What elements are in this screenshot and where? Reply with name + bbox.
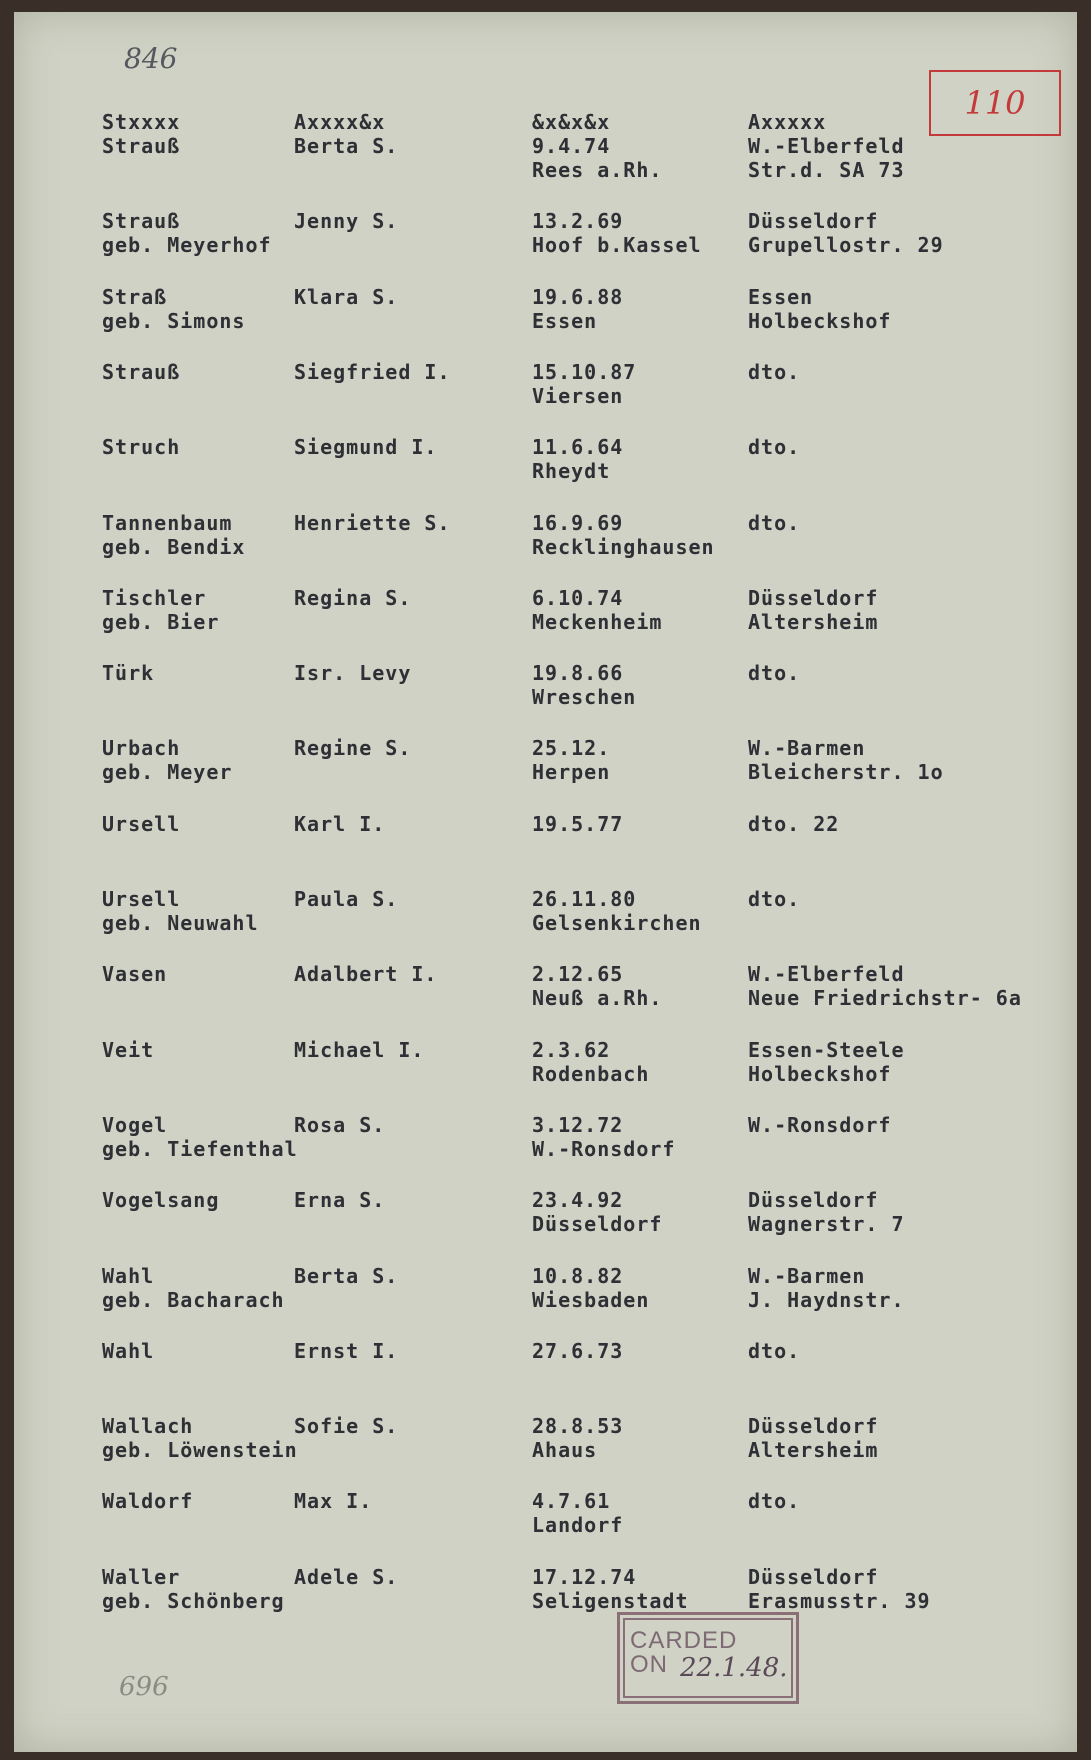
entry-l1-col-4: Düsseldorf [748, 1565, 879, 1589]
entry-l2-col-1: geb. Tiefenthal [102, 1137, 298, 1161]
entry-row [14, 736, 1077, 792]
entry-l2-col-1: geb. Schönberg [102, 1589, 285, 1613]
entry-l1-col-4: W.-Ronsdorf [748, 1113, 892, 1137]
entry-l1-col-3: 4.7.61 [532, 1489, 611, 1513]
entry-l1-col-3: 19.5.77 [532, 812, 624, 836]
entry-l2-col-3: Seligenstadt [532, 1589, 689, 1613]
entry-l1-col-4: dto. [748, 1489, 801, 1513]
entry-l1-col-1: Vogel [102, 1113, 168, 1137]
entry-l1-col-1: Strauß [102, 360, 181, 384]
entry-l1-col-3: 17.12.74 [532, 1565, 637, 1589]
document-page [14, 12, 1077, 1752]
entry-l2-col-1: geb. Meyer [102, 760, 233, 784]
entry-row [14, 661, 1077, 717]
entry-row [14, 360, 1077, 416]
entry-l1-col-1: Wallach [102, 1414, 194, 1438]
entry-row [14, 1188, 1077, 1244]
entry-l1-col-2: Paula S. [294, 887, 399, 911]
entry-l1-col-4: Düsseldorf [748, 1188, 879, 1212]
entry-l1-col-2: Adele S. [294, 1565, 399, 1589]
entry-l1-col-3: 25.12. [532, 736, 611, 760]
entry-l2-col-3: Hoof b.Kassel [532, 233, 702, 257]
entry-l1-col-2: Erna S. [294, 1188, 386, 1212]
entry-l1-col-2: Siegfried I. [294, 360, 451, 384]
entry-row [14, 812, 1077, 868]
entry-row [14, 134, 1077, 190]
entry-l1-col-3: 19.6.88 [532, 285, 624, 309]
entry-l1-col-3: 2.3.62 [532, 1038, 611, 1062]
entry-l2-col-3: Ahaus [532, 1438, 598, 1462]
entry-l1-col-1: Waller [102, 1565, 181, 1589]
entry-l1-col-2: Berta S. [294, 134, 399, 158]
entry-l2-col-1: geb. Löwenstein [102, 1438, 298, 1462]
header-col-3: &x&x&x [532, 110, 611, 134]
entry-l1-col-4: Essen [748, 285, 814, 309]
entry-row [14, 887, 1077, 943]
entry-row [14, 1414, 1077, 1470]
header-col-2: Axxxx&x [294, 110, 386, 134]
entry-l1-col-2: Jenny S. [294, 209, 399, 233]
entry-l2-col-3: Rheydt [532, 459, 611, 483]
entry-l1-col-1: Vogelsang [102, 1188, 220, 1212]
entry-l1-col-4: Düsseldorf [748, 209, 879, 233]
carded-stamp [617, 1612, 799, 1704]
entry-l1-col-3: 19.8.66 [532, 661, 624, 685]
entry-l1-col-1: Urbach [102, 736, 181, 760]
entry-l1-col-2: Siegmund I. [294, 435, 438, 459]
entry-l1-col-3: 10.8.82 [532, 1264, 624, 1288]
entry-l1-col-4: W.-Barmen [748, 736, 866, 760]
entry-l1-col-1: Tannenbaum [102, 511, 233, 535]
entry-l1-col-4: W.-Elberfeld [748, 134, 905, 158]
entry-l2-col-3: W.-Ronsdorf [532, 1137, 676, 1161]
handwritten-note-top: 846 [124, 42, 178, 75]
entry-l1-col-1: Struch [102, 435, 181, 459]
entry-l2-col-4: Wagnerstr. 7 [748, 1212, 905, 1236]
entry-l2-col-3: Gelsenkirchen [532, 911, 702, 935]
entry-l2-col-4: Str.d. SA 73 [748, 158, 905, 182]
entry-row [14, 586, 1077, 642]
entry-l1-col-1: Ursell [102, 812, 181, 836]
entry-row [14, 285, 1077, 341]
entry-l2-col-3: Rees a.Rh. [532, 158, 663, 182]
entry-l2-col-1: geb. Bier [102, 610, 220, 634]
entry-l2-col-1: geb. Simons [102, 309, 246, 333]
entry-row [14, 511, 1077, 567]
entry-l1-col-1: Strauß [102, 134, 181, 158]
header-col-4: Axxxxx [748, 110, 827, 134]
entry-l1-col-4: dto. [748, 511, 801, 535]
entry-l1-col-4: dto. 22 [748, 812, 840, 836]
entry-row [14, 209, 1077, 265]
entry-row [14, 1565, 1077, 1621]
entry-l2-col-4: Holbeckshof [748, 1062, 892, 1086]
entry-l1-col-4: dto. [748, 360, 801, 384]
entry-l2-col-4: Bleicherstr. 1o [748, 760, 944, 784]
entry-l1-col-2: Karl I. [294, 812, 386, 836]
stamp-date: 22.1.48. [680, 1653, 788, 1683]
entry-l1-col-1: Vasen [102, 962, 168, 986]
entry-l1-col-4: dto. [748, 661, 801, 685]
entry-l2-col-4: Neue Friedrichstr- 6a [748, 986, 1022, 1010]
entry-l1-col-4: Düsseldorf [748, 1414, 879, 1438]
entry-l2-col-4: Altersheim [748, 1438, 879, 1462]
entry-l2-col-4: Holbeckshof [748, 309, 892, 333]
entry-l1-col-2: Sofie S. [294, 1414, 399, 1438]
entry-l1-col-2: Max I. [294, 1489, 373, 1513]
entry-l1-col-3: 16.9.69 [532, 511, 624, 535]
entry-l2-col-3: Wreschen [532, 685, 637, 709]
entry-l2-col-1: geb. Neuwahl [102, 911, 259, 935]
entry-l1-col-2: Regine S. [294, 736, 412, 760]
entry-l1-col-3: 6.10.74 [532, 586, 624, 610]
entry-l2-col-3: Meckenheim [532, 610, 663, 634]
entry-l1-col-2: Adalbert I. [294, 962, 438, 986]
entry-l1-col-2: Isr. Levy [294, 661, 412, 685]
entry-l1-col-3: 11.6.64 [532, 435, 624, 459]
entry-l1-col-3: 15.10.87 [532, 360, 637, 384]
entry-l2-col-4: Erasmusstr. 39 [748, 1589, 931, 1613]
entry-l1-col-2: Ernst I. [294, 1339, 399, 1363]
entry-l1-col-2: Rosa S. [294, 1113, 386, 1137]
entry-l2-col-4: J. Haydnstr. [748, 1288, 905, 1312]
entry-l2-col-4: Grupellostr. 29 [748, 233, 944, 257]
entry-l1-col-3: 23.4.92 [532, 1188, 624, 1212]
entry-l2-col-3: Düsseldorf [532, 1212, 663, 1236]
entry-l2-col-4: Altersheim [748, 610, 879, 634]
entry-l1-col-2: Berta S. [294, 1264, 399, 1288]
entry-l1-col-1: Tischler [102, 586, 207, 610]
entry-l1-col-2: Klara S. [294, 285, 399, 309]
entry-l1-col-3: 9.4.74 [532, 134, 611, 158]
entry-l2-col-3: Recklinghausen [532, 535, 715, 559]
header-col-1: Stxxxx [102, 110, 181, 134]
entry-l1-col-4: Essen-Steele [748, 1038, 905, 1062]
entry-l1-col-4: W.-Barmen [748, 1264, 866, 1288]
entry-row [14, 1038, 1077, 1094]
entry-l2-col-3: Wiesbaden [532, 1288, 650, 1312]
stamp-line-on: ON [630, 1651, 668, 1678]
entry-row [14, 962, 1077, 1018]
entry-l1-col-3: 27.6.73 [532, 1339, 624, 1363]
entry-l1-col-1: Straß [102, 285, 168, 309]
entry-l1-col-2: Henriette S. [294, 511, 451, 535]
entry-l1-col-3: 2.12.65 [532, 962, 624, 986]
page-number-box: 110 [929, 70, 1061, 136]
entry-l2-col-1: geb. Bacharach [102, 1288, 285, 1312]
entry-l1-col-2: Michael I. [294, 1038, 425, 1062]
entry-row [14, 1264, 1077, 1320]
entry-l1-col-1: Ursell [102, 887, 181, 911]
entry-l1-col-3: 28.8.53 [532, 1414, 624, 1438]
entry-l1-col-3: 26.11.80 [532, 887, 637, 911]
entry-l1-col-4: dto. [748, 887, 801, 911]
entry-l1-col-1: Veit [102, 1038, 155, 1062]
entry-l1-col-2: Regina S. [294, 586, 412, 610]
entry-l1-col-3: 13.2.69 [532, 209, 624, 233]
entry-l1-col-4: W.-Elberfeld [748, 962, 905, 986]
entry-l1-col-1: Wahl [102, 1339, 155, 1363]
entry-l1-col-4: dto. [748, 435, 801, 459]
entry-l2-col-3: Rodenbach [532, 1062, 650, 1086]
handwritten-note-bottom: 696 [119, 1672, 169, 1702]
entry-l1-col-4: Düsseldorf [748, 586, 879, 610]
entry-l2-col-3: Herpen [532, 760, 611, 784]
entry-l2-col-3: Essen [532, 309, 598, 333]
entry-l1-col-1: Wahl [102, 1264, 155, 1288]
entry-row [14, 1489, 1077, 1545]
entry-l2-col-3: Viersen [532, 384, 624, 408]
entry-l1-col-3: 3.12.72 [532, 1113, 624, 1137]
entry-row [14, 1113, 1077, 1169]
entry-l1-col-1: Waldorf [102, 1489, 194, 1513]
entry-row [14, 435, 1077, 491]
entry-row [14, 1339, 1077, 1395]
entry-l1-col-4: dto. [748, 1339, 801, 1363]
entry-l2-col-1: geb. Bendix [102, 535, 246, 559]
entry-l1-col-1: Türk [102, 661, 155, 685]
entry-l2-col-3: Neuß a.Rh. [532, 986, 663, 1010]
entry-l2-col-3: Landorf [532, 1513, 624, 1537]
stamp-line-carded: CARDED [630, 1627, 738, 1654]
entry-l2-col-1: geb. Meyerhof [102, 233, 272, 257]
entry-l1-col-1: Strauß [102, 209, 181, 233]
